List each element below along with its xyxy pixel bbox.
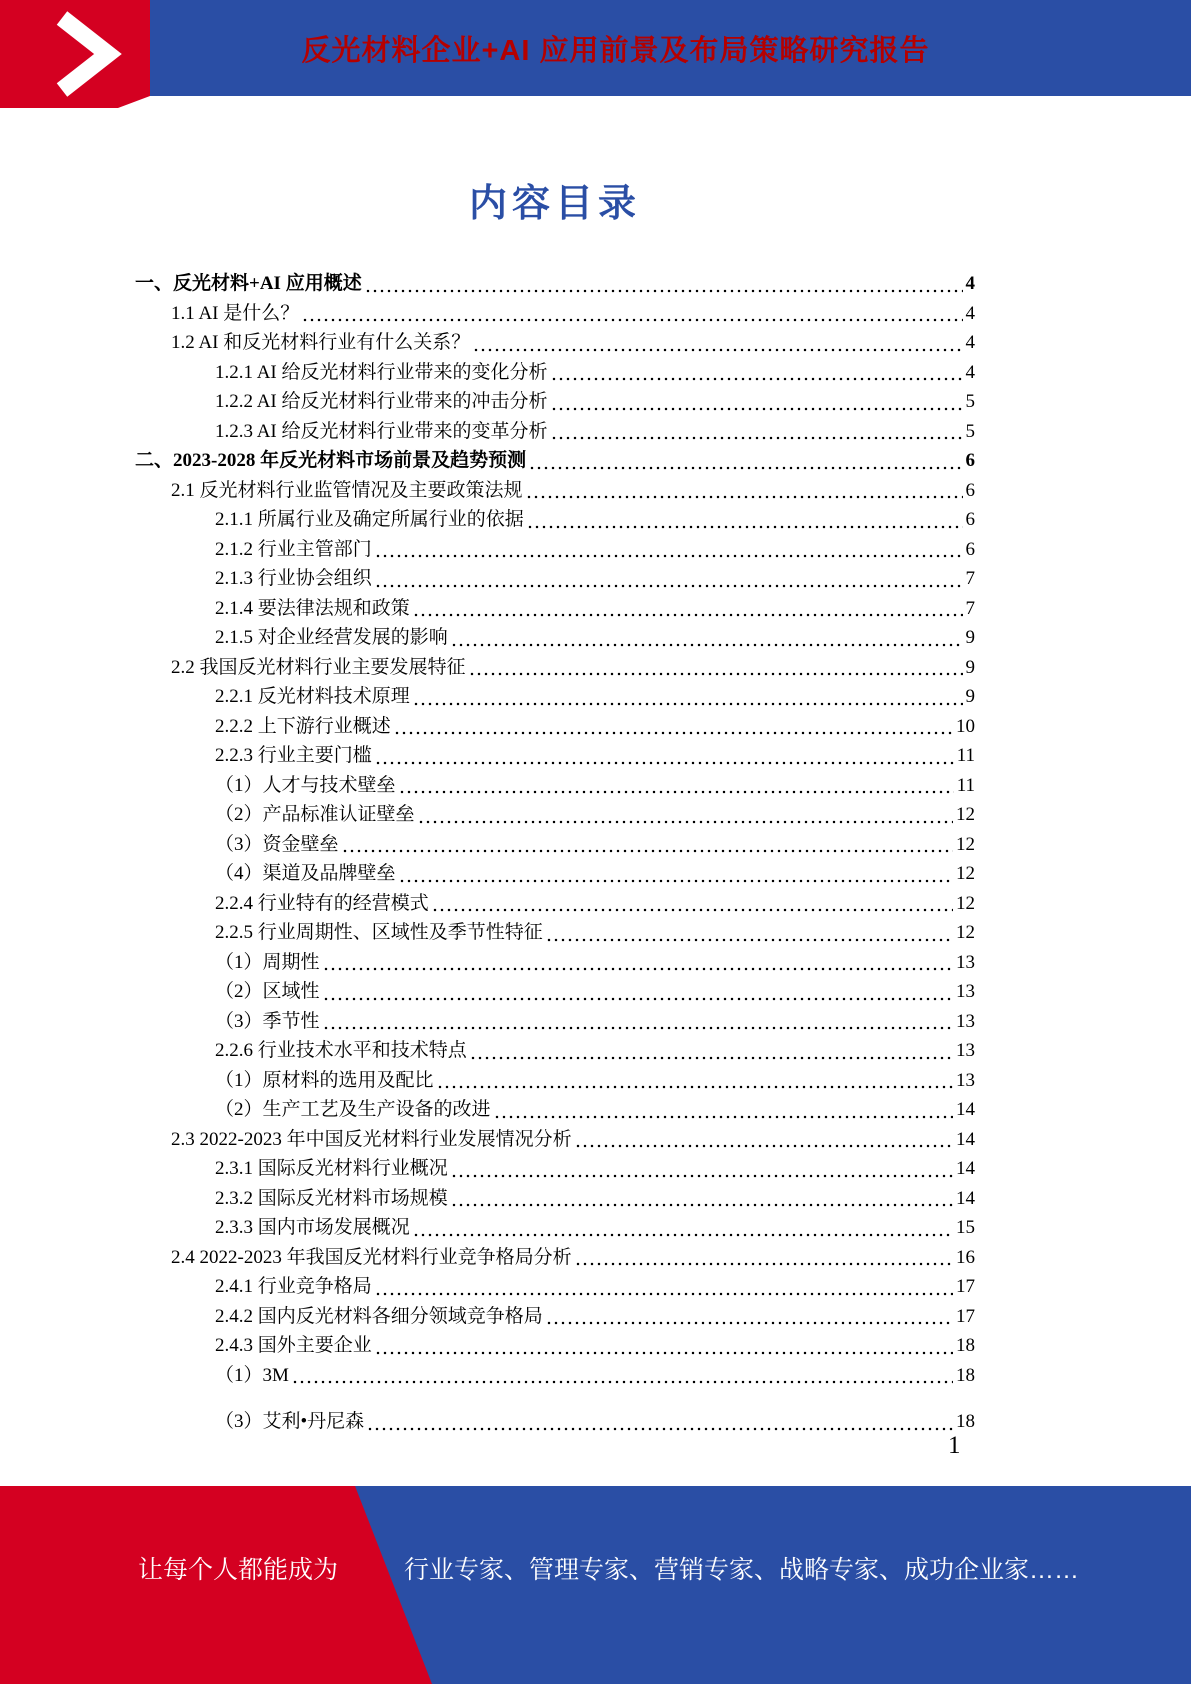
toc-entry[interactable] [135,623,975,653]
toc-page-number: 7 [965,597,975,619]
toc-leader-dots [433,908,953,912]
toc-entry-label: （1）原材料的选用及配比 [215,1069,434,1091]
toc-entry[interactable] [135,594,975,624]
toc-entry-label: （1）3M [215,1364,289,1386]
toc-leader-dots [438,1085,953,1089]
toc-page-number: 11 [956,774,975,796]
toc-entry-label: 1.1 AI 是什么？ [171,302,300,324]
toc-leader-dots [552,407,963,411]
toc-entry-label: 2.2.5 行业周期性、区域性及季节性特征 [215,922,543,943]
toc-page-number: 18 [956,1411,975,1432]
toc-entry-label: （2）产品标准认证壁垒 [215,804,415,825]
header-band [0,0,1191,96]
toc-entry[interactable] [135,741,975,771]
toc-page-number: 10 [956,715,975,737]
toc-leader-dots [376,1292,953,1296]
toc-leader-dots [293,1380,953,1384]
toc-entry[interactable] [135,387,975,417]
footer-slogan-left: 让每个人都能成为 [138,1556,339,1584]
toc-page-number: 18 [956,1335,975,1356]
footer-band [0,1486,1191,1684]
toc-page-number: 4 [965,273,975,294]
toc-leader-dots [530,466,962,470]
toc-leader-dots [552,436,963,440]
header-badge [0,0,150,108]
toc-leader-dots [400,879,953,883]
toc-leader-dots [368,1427,953,1431]
toc-entry[interactable] [135,889,975,919]
toc-entry-label: 2.4.3 国外主要企业 [215,1335,372,1356]
toc-page-number: 4 [965,332,975,353]
toc-entry-label: 2.3 2022-2023 年中国反光材料行业发展情况分析 [171,1128,572,1150]
toc-leader-dots [376,761,954,765]
chevron-right-icon [0,0,150,108]
toc-entry[interactable] [135,977,975,1007]
toc-page-number: 11 [956,745,975,766]
toc-leader-dots [576,1144,953,1148]
toc-entry[interactable] [135,299,975,329]
toc-page-number: 17 [956,1276,975,1297]
toc-entry-label: （1）人才与技术壁垒 [215,774,396,796]
toc-page-number: 14 [956,1099,975,1120]
toc-leader-dots [495,1115,953,1119]
toc-entry-label: 2.4.1 行业竞争格局 [215,1276,372,1297]
toc-leader-dots [376,584,963,588]
toc-entry[interactable] [135,476,975,506]
toc-entry-label: 2.3.2 国际反光材料市场规模 [215,1187,448,1209]
toc-entry-label: 2.2.2 上下游行业概述 [215,715,391,737]
toc-page-number: 4 [965,361,975,383]
toc-leader-dots [395,731,953,735]
toc-entry[interactable] [135,1361,975,1391]
toc-leader-dots [474,348,962,352]
toc-entry-label: 2.4 2022-2023 年我国反光材料行业竞争格局分析 [171,1246,572,1268]
toc-page-number: 13 [956,1010,975,1032]
toc-leader-dots [527,495,963,499]
toc-entry[interactable] [135,1036,975,1066]
toc-entry[interactable] [135,446,975,476]
toc-entry-label: （3）艾利•丹尼森 [215,1411,365,1432]
toc-entry[interactable] [135,712,975,742]
toc-entry[interactable] [135,1184,975,1214]
toc-leader-dots [471,1056,953,1060]
toc-entry[interactable] [135,771,975,801]
toc-leader-dots [376,1351,953,1355]
toc-entry-label: 2.1.2 行业主管部门 [215,538,372,560]
toc-leader-dots [400,790,954,794]
toc-entry-label: 2.1.4 要法律法规和政策 [215,597,410,619]
toc-entry-label: 2.2.3 行业主要门槛 [215,745,372,766]
toc-page-number: 5 [965,391,975,412]
toc-entry[interactable] [135,830,975,860]
toc-entry-label: （3）资金壁垒 [215,833,339,855]
toc-list [135,269,975,1437]
toc-page-number: 6 [965,538,975,560]
toc-entry[interactable] [135,800,975,830]
toc-leader-dots [452,1203,953,1207]
toc-entry[interactable] [135,269,975,299]
toc-entry-label: （3）季节性 [215,1010,320,1032]
toc-page-number: 12 [956,922,975,943]
toc-entry[interactable] [135,859,975,889]
toc-page-number: 13 [956,1040,975,1061]
toc-entry[interactable] [135,1095,975,1125]
toc-entry[interactable] [135,535,975,565]
toc-heading: 内容目录 [468,183,641,225]
toc-leader-dots [376,554,963,558]
toc-entry-label: 2.2.1 反光材料技术原理 [215,686,410,707]
toc-entry[interactable] [135,1213,975,1243]
toc-entry[interactable] [135,1125,975,1155]
toc-entry[interactable] [135,564,975,594]
toc-entry-label: 2.2 我国反光材料行业主要发展特征 [171,656,466,678]
toc-leader-dots [576,1262,953,1266]
toc-entry[interactable] [135,1154,975,1184]
toc-leader-dots [366,289,963,293]
toc-page-number: 12 [956,804,975,825]
toc-leader-dots [452,643,963,647]
toc-entry[interactable] [135,1331,975,1361]
toc-leader-dots [552,377,963,381]
page-number: 1 [948,1432,961,1459]
toc-page-number: 9 [965,627,975,648]
toc-entry-label: （4）渠道及品牌壁垒 [215,863,396,884]
toc-entry[interactable] [135,417,975,447]
toc-page-number: 6 [965,479,975,501]
toc-page-number: 14 [956,1128,975,1150]
report-title: 反光材料企业+AI 应用前景及布局策略研究报告 [301,34,930,67]
toc-page-number: 18 [956,1364,975,1386]
toc-spacer [135,1390,975,1407]
toc-leader-dots [452,1174,953,1178]
toc-entry-label: 一、反光材料+AI 应用概述 [135,273,362,294]
toc-entry[interactable] [135,918,975,948]
toc-entry-label: 1.2.2 AI 给反光材料行业带来的冲击分析 [215,391,548,412]
toc-entry[interactable] [135,1066,975,1096]
toc-page-number: 13 [956,1069,975,1091]
toc-page-number: 12 [956,892,975,914]
toc-entry-label: （1）周期性 [215,951,320,973]
toc-page-number: 6 [965,509,975,530]
toc-leader-dots [343,849,953,853]
toc-page-number: 12 [956,863,975,884]
toc-entry[interactable] [135,328,975,358]
toc-entry-label: 2.4.2 国内反光材料各细分领域竞争格局 [215,1305,543,1327]
toc-entry[interactable] [135,653,975,683]
toc-entry[interactable] [135,1272,975,1302]
toc-leader-dots [528,525,963,529]
toc-leader-dots [414,702,963,706]
toc-leader-dots [547,938,953,942]
toc-leader-dots [324,967,953,971]
toc-entry-label: （2）区域性 [215,981,320,1002]
toc-page-number: 9 [965,656,975,678]
toc-entry-label: 1.2 AI 和反光材料行业有什么关系？ [171,332,471,353]
toc-page-number: 5 [965,420,975,442]
toc-page-number: 12 [956,833,975,855]
toc-entry-label: 二、2023-2028 年反光材料市场前景及趋势预测 [135,450,527,471]
toc-entry-label: 2.2.6 行业技术水平和技术特点 [215,1040,467,1061]
toc-entry[interactable] [135,1302,975,1332]
toc-entry-label: 2.1.3 行业协会组织 [215,568,372,589]
toc-page-number: 9 [965,686,975,707]
toc-page-number: 14 [956,1187,975,1209]
table-of-contents [135,172,975,1437]
toc-page-number: 15 [956,1217,975,1238]
toc-leader-dots [324,997,953,1001]
toc-entry-label: 2.1 反光材料行业监管情况及主要政策法规 [171,479,523,501]
toc-entry-label: 2.3.3 国内市场发展概况 [215,1217,410,1238]
toc-entry[interactable] [135,948,975,978]
footer-slogan-right: 行业专家、管理专家、营销专家、战略专家、成功企业家…… [404,1556,1080,1584]
toc-leader-dots [324,1026,953,1030]
toc-entry-label: 2.1.1 所属行业及确定所属行业的依据 [215,509,524,530]
toc-entry-label: （2）生产工艺及生产设备的改进 [215,1099,491,1120]
toc-entry-label: 2.3.1 国际反光材料行业概况 [215,1158,448,1179]
toc-entry[interactable] [135,505,975,535]
toc-leader-dots [414,613,963,617]
toc-entry-label: 1.2.3 AI 给反光材料行业带来的变革分析 [215,420,548,442]
toc-entry[interactable] [135,1007,975,1037]
toc-page-number: 14 [956,1158,975,1179]
toc-entry[interactable] [135,1407,975,1437]
toc-leader-dots [414,1233,953,1237]
toc-page-number: 17 [956,1305,975,1327]
toc-page-number: 4 [965,302,975,324]
toc-leader-dots [419,820,953,824]
toc-entry[interactable] [135,682,975,712]
toc-page-number: 16 [956,1246,975,1268]
toc-entry[interactable] [135,1243,975,1273]
toc-entry-label: 2.2.4 行业特有的经营模式 [215,892,429,914]
toc-entry-label: 2.1.5 对企业经营发展的影响 [215,627,448,648]
toc-leader-dots [547,1321,953,1325]
toc-page-number: 6 [965,450,975,471]
toc-leader-dots [470,672,963,676]
toc-page-number: 13 [956,951,975,973]
toc-entry[interactable] [135,358,975,388]
toc-leader-dots [303,318,962,322]
toc-page-number: 13 [956,981,975,1002]
toc-page-number: 7 [965,568,975,589]
toc-entry-label: 1.2.1 AI 给反光材料行业带来的变化分析 [215,361,548,383]
